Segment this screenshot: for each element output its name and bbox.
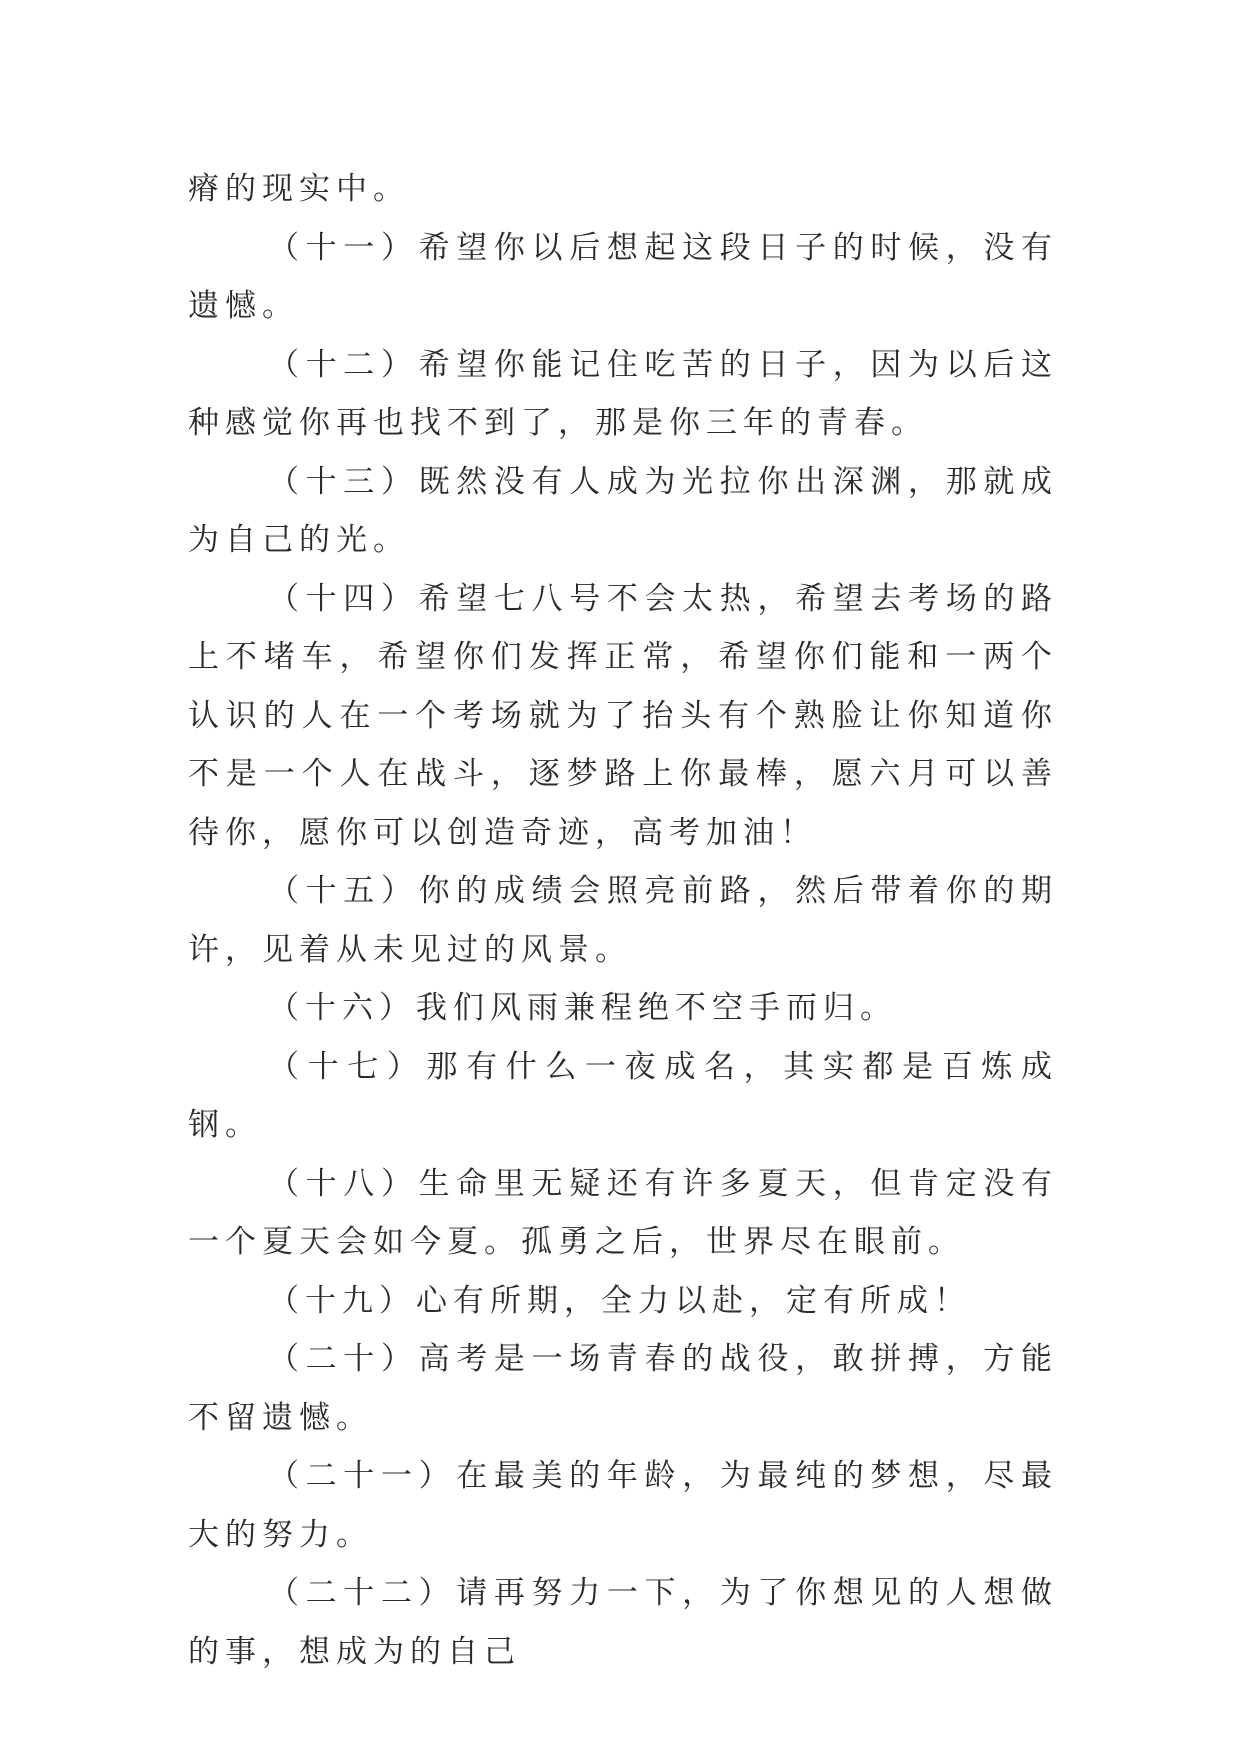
paragraph-15: （十五）你的成绩会照亮前路，然后带着你的期许，见着从未见过的风景。: [188, 873, 1058, 968]
paragraph-11: （十一）希望你以后想起这段日子的时候，没有遗憾。: [188, 229, 1058, 324]
paragraph-20: （二十）高考是一场青春的战役，敢拼搏，方能不留遗憾。: [188, 1341, 1058, 1436]
paragraph-16: （十六）我们风雨兼程绝不空手而归。: [268, 990, 897, 1026]
paragraph-19: （十九）心有所期，全力以赴，定有所成！: [268, 1282, 971, 1319]
document-body: [188, 160, 1058, 1681]
paragraph-18: （十八）生命里无疑还有许多夏天，但肯定没有一个夏天会如今夏。孤勇之后，世界尽在眼前。: [188, 1165, 1058, 1260]
paragraph-14: （十四）希望七八号不会太热，希望去考场的路上不堵车，希望你们发挥正常，希望你们能和一两个认识的人在一个考场就为了抬头有个熟脸让你知道你不是一个人在战斗，逐梦路上你最棒，愿六月可以善待你，愿你可以创造奇迹，高考加油！: [188, 580, 1058, 851]
paragraph-13: （十三）既然没有人成为光拉你出深渊，那就成为自己的光。: [188, 463, 1058, 558]
paragraph-22: （二十二）请再努力一下，为了你想见的人想做的事，想成为的自己: [188, 1575, 1058, 1670]
paragraph-12: （十二）希望你能记住吃苦的日子，因为以后这种感觉你再也找不到了，那是你三年的青春。: [188, 346, 1058, 441]
paragraph-continuation: 瘠的现实中。: [188, 171, 410, 207]
paragraph-17: （十七）那有什么一夜成名，其实都是百炼成钢。: [188, 1048, 1058, 1143]
paragraph-21: （二十一）在最美的年龄，为最纯的梦想，尽最大的努力。: [188, 1458, 1058, 1553]
